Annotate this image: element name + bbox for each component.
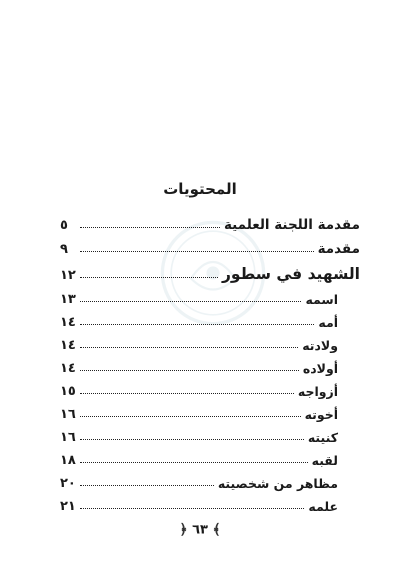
toc-leader-dots [80,324,314,325]
toc-leader-dots [80,301,301,302]
ornament-left-icon: ﴾ [212,522,221,538]
toc-entry-label: علمه [308,499,338,514]
toc-entry-label: مظاهر من شخصيته [217,476,338,491]
toc-entry-label: مقدمة اللجنة العلمية [223,217,360,233]
toc-entry[interactable] [60,448,360,468]
toc-entry[interactable] [60,237,360,257]
toc-entry[interactable] [60,310,360,330]
toc-leader-dots [80,393,294,394]
toc-entry-page: ١٤ [60,361,76,376]
toc-leader-dots [80,439,304,440]
toc-entry-page: ١٨ [60,453,76,468]
toc-entry-page: ١٤ [60,315,76,330]
toc-entry-page: ١٦ [60,407,76,422]
toc-entry[interactable] [60,471,360,491]
toc-leader-dots [80,277,218,278]
toc-entry-page: ١٤ [60,338,76,353]
toc-entry[interactable] [60,213,360,233]
page-number: ٦٣ [192,522,208,538]
toc-entry-label: ولادته [302,338,338,353]
toc-entry[interactable] [60,379,360,399]
toc-entry[interactable] [60,263,360,283]
toc-leader-dots [80,508,304,509]
toc-entry-label: اسمه [305,292,338,307]
toc-entry-page: ١٦ [60,430,76,445]
toc-entry-label: مقدمة [317,241,360,257]
toc-leader-dots [80,227,220,228]
toc-leader-dots [80,485,214,486]
toc-leader-dots [80,251,314,252]
toc-entry[interactable] [60,333,360,353]
toc-entry-page: ٥ [60,218,68,233]
toc-entry-label: كنيته [307,430,338,445]
toc-leader-dots [80,347,298,348]
ornament-right-icon: ﴿ [179,522,188,538]
toc-entry[interactable] [60,425,360,445]
toc-entry-page: ٢٠ [60,476,76,491]
toc-entry-label: أخوته [304,407,338,422]
toc-entry[interactable] [60,356,360,376]
toc-entry[interactable] [60,287,360,307]
toc-entry[interactable] [60,402,360,422]
toc-entry-page: ١٣ [60,292,76,307]
toc-entry-page: ٩ [60,242,68,257]
toc-entry-label: أزواجه [297,384,338,399]
toc-entry-label: أمه [318,315,338,330]
toc-entry-page: ١٥ [60,384,76,399]
toc-entry[interactable] [60,494,360,514]
toc-entry-label: لقبه [311,453,338,468]
toc-entry-page: ٢١ [60,499,76,514]
page-footer [0,522,400,538]
page-title: المحتويات [163,180,237,198]
toc-entry-label: أولاده [302,361,338,376]
toc-entry-page: ١٢ [60,268,76,283]
toc-leader-dots [80,462,308,463]
toc-entry-label: الشهيد في سطور [221,265,360,283]
toc-leader-dots [80,416,301,417]
toc-leader-dots [80,370,299,371]
